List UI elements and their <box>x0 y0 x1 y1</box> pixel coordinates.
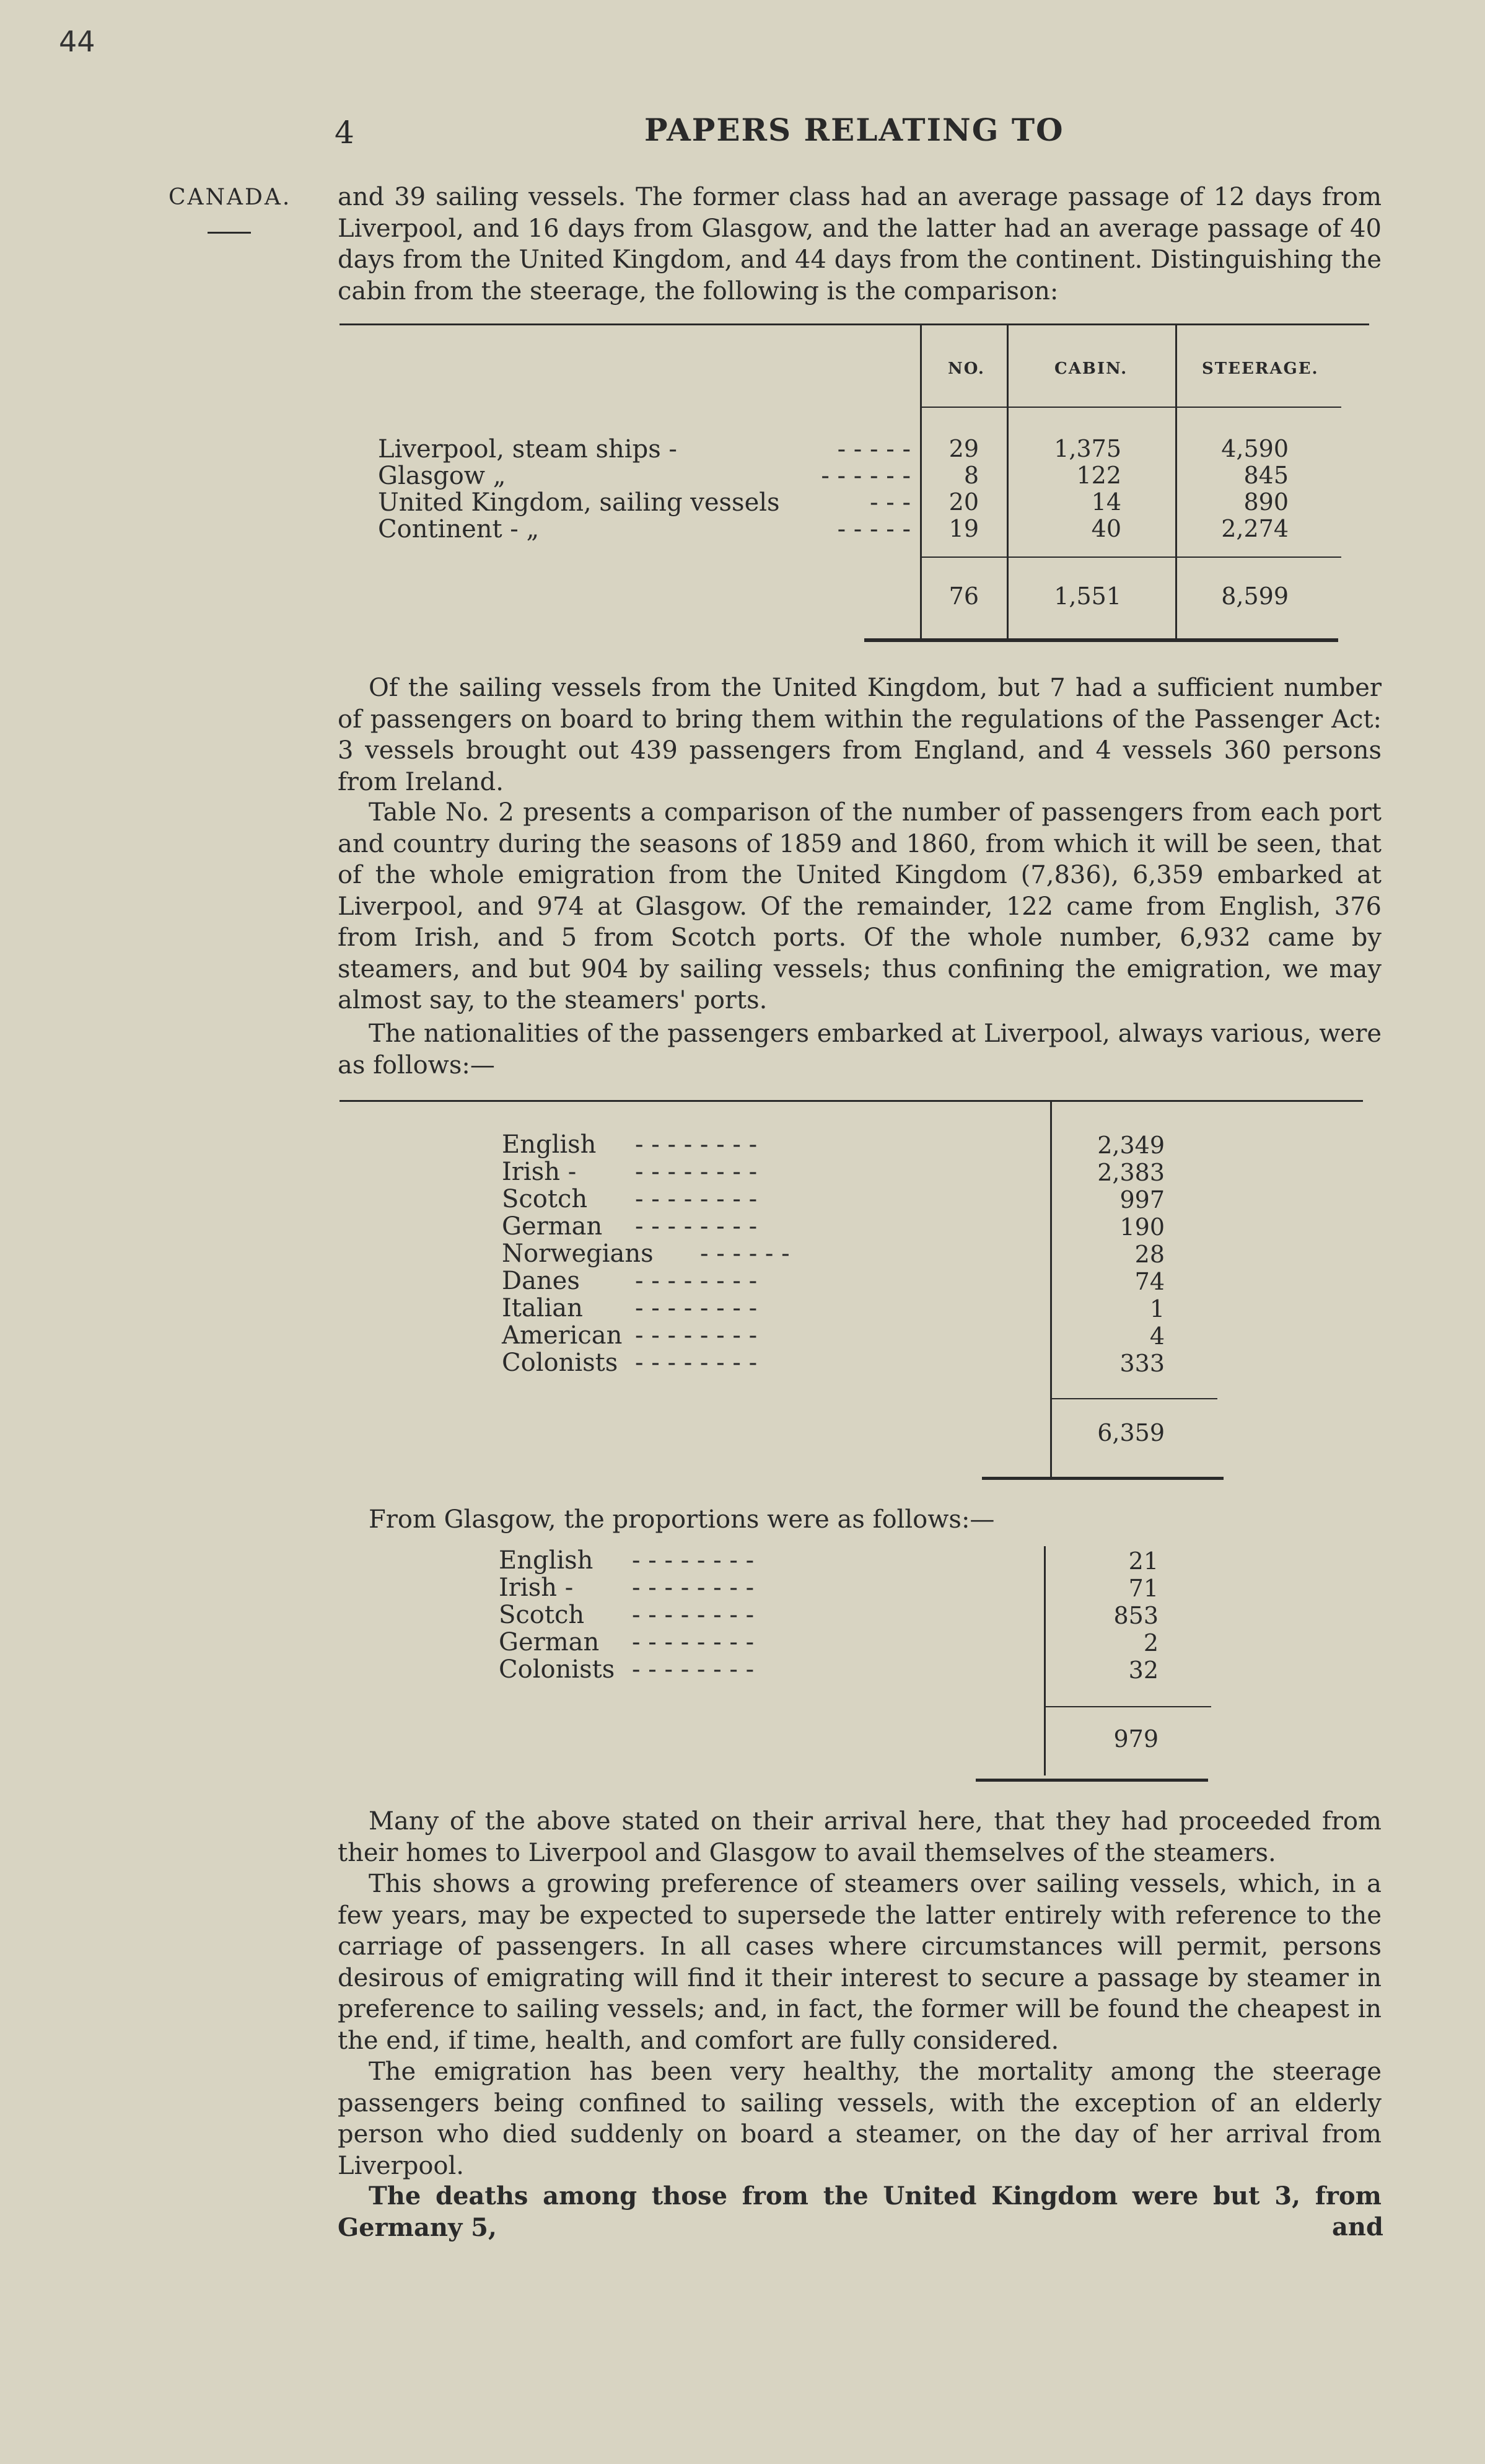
table-row <box>378 515 911 542</box>
table2-row-value: 997 <box>1119 1186 1165 1213</box>
side-label: CANADA. <box>169 185 292 210</box>
table1-header-cabin: CABIN. <box>1054 359 1128 378</box>
table2-row-value: 333 <box>1119 1350 1165 1377</box>
table2-row-leaders: - - - - - - - - <box>635 1349 758 1377</box>
table3-total-rule <box>1045 1706 1211 1707</box>
paragraph-9: The deaths among those from the United Kingdom were but 3, from Germany 5, <box>338 2181 1382 2242</box>
table2-total: 6,359 <box>1097 1419 1165 1446</box>
table1-row-label: United Kingdom, sailing vessels <box>378 488 780 517</box>
table2-row-leaders: - - - - - - <box>700 1239 790 1268</box>
table1-header-steerage: STEERAGE. <box>1202 359 1319 378</box>
table2-row-label: Irish - <box>502 1158 577 1186</box>
table1-header-rule <box>920 407 1341 408</box>
table2-row-value: 4 <box>1149 1322 1165 1350</box>
table1-row-no: 19 <box>948 515 979 542</box>
catchword: and <box>1332 2212 1383 2242</box>
table2-top-rule <box>339 1100 1363 1102</box>
table2-row-value: 74 <box>1134 1268 1165 1295</box>
table2-row-leaders: - - - - - - - - <box>635 1267 758 1295</box>
table1-row-steerage: 4,590 <box>1221 435 1289 462</box>
table2-row-value: 28 <box>1134 1241 1165 1268</box>
table2-row-value: 1 <box>1149 1295 1165 1322</box>
paragraph-7: This shows a growing preference of steamers over sailing vessels, which, in a few years, may be expected to supersede the latter entirely with reference to the carriage of passengers. In all cases where circumstances will permit, persons desirous of emigrating will find it their interest to secure a passage by steamer in preference to sailing vessels; and, in fact, the former will be found the cheapest in the end, if time, health, and comfort are fully considered. <box>338 1870 1382 2055</box>
table1-row-no: 8 <box>963 462 979 489</box>
table1-total-rule <box>920 557 1341 558</box>
table2-row-leaders: - - - - - - - - <box>635 1185 758 1213</box>
table3-row-label: Irish - <box>499 1573 574 1602</box>
table2-row-value: 2,383 <box>1097 1159 1165 1186</box>
table2-row-label: English <box>502 1130 597 1159</box>
table2-row-value: 2,349 <box>1097 1132 1165 1159</box>
table1-row-cabin: 122 <box>1076 462 1121 489</box>
table3-row-leaders: - - - - - - - - <box>632 1573 755 1602</box>
table3-row-label: Colonists <box>499 1655 615 1684</box>
table1-row-label: Glasgow „ <box>378 462 506 490</box>
paragraph-3: Table No. 2 presents a comparison of the number of passengers from each port and country during the seasons of 1859 and 1860, from which it will be seen, that of the whole emigration from the United Kingdom (7,836), 6,359 embarked at Liverpool, and 974 at Glasgow. Of the remainder, 122 came from English, 376 from Irish, and 5 from Scotch ports. Of the whole number, 6,932 came by steamers, and but 904 by sailing vessels; thus confining the emigration, we may almost say, to the steamers' ports. <box>338 798 1382 1014</box>
table1-vline-2 <box>1007 325 1009 638</box>
table1-vline-3 <box>1175 325 1177 638</box>
table-row <box>378 488 911 516</box>
table3-row-value: 2 <box>1143 1629 1159 1657</box>
table2-row-label: German <box>502 1212 603 1241</box>
table2-row-label: Italian <box>502 1294 583 1322</box>
scan-page-number: 44 <box>59 25 95 58</box>
table1-total-no: 76 <box>948 583 979 610</box>
table3-row-leaders: - - - - - - - - <box>632 1601 755 1629</box>
table1-total-cabin: 1,551 <box>1054 583 1121 610</box>
table1-total-steerage: 8,599 <box>1221 583 1289 610</box>
table1-row-cabin: 40 <box>1091 515 1121 542</box>
table1-vline-1 <box>920 325 922 638</box>
paragraph-8: The emigration has been very healthy, the mortality among the steerage passengers being confined to sailing vessels, with the exception of an elderly person who died suddenly on board a steamer, on the day of her arrival from Liverpool. <box>338 2057 1382 2180</box>
table3-row-value: 71 <box>1128 1575 1159 1602</box>
running-head: PAPERS RELATING TO <box>644 112 1064 148</box>
table2-row-value: 190 <box>1119 1213 1165 1241</box>
table1-row-leaders: - - - <box>870 488 911 517</box>
side-label-rule <box>208 232 251 234</box>
table1-row-no: 29 <box>948 435 979 462</box>
table2-row-label: Norwegians <box>502 1239 654 1268</box>
table3-row-label: English <box>499 1546 594 1575</box>
table1-row-cabin: 14 <box>1091 488 1121 516</box>
table2-total-rule <box>1051 1398 1217 1399</box>
table-row <box>378 435 911 462</box>
table2-row-label: Colonists <box>502 1349 618 1377</box>
table2-row-leaders: - - - - - - - - <box>635 1294 758 1322</box>
table2-row-leaders: - - - - - - - - <box>635 1212 758 1241</box>
table2-row-label: Scotch <box>502 1185 588 1213</box>
page-number: 4 <box>335 115 354 151</box>
table1-row-leaders: - - - - - - <box>821 462 911 490</box>
table1-row-leaders: - - - - - <box>837 435 911 464</box>
table1-row-steerage: 2,274 <box>1221 515 1289 542</box>
table2-row-label: American <box>502 1321 623 1350</box>
paragraph-5: From Glasgow, the proportions were as follows:— <box>369 1505 995 1534</box>
table3-row-label: Scotch <box>499 1601 585 1629</box>
table3-row-leaders: - - - - - - - - <box>632 1546 755 1575</box>
table1-header-no: NO. <box>948 359 985 378</box>
table2-row-leaders: - - - - - - - - <box>635 1130 758 1159</box>
paragraph-2: Of the sailing vessels from the United Kingdom, but 7 had a sufficient number of passengers on board to bring them within the regulations of the Passenger Act: 3 vessels brought out 439 passengers from England, and 4 vessels 360 persons from Ireland. <box>338 674 1382 796</box>
table3-row-value: 853 <box>1113 1602 1159 1629</box>
table1-bottom-rule <box>864 638 1338 642</box>
table2-vline <box>1050 1101 1052 1479</box>
table3-row-value: 32 <box>1128 1657 1159 1684</box>
table1-row-steerage: 890 <box>1243 488 1289 516</box>
table2-row-leaders: - - - - - - - - <box>635 1158 758 1186</box>
table2-row-leaders: - - - - - - - - <box>635 1321 758 1350</box>
table1-top-rule <box>339 323 1369 325</box>
paragraph-1: and 39 sailing vessels. The former class had an average passage of 12 days from Liverpool, and 16 days from Glasgow, and the latter had an average passage of 40 days from the United Kingdom, and 44 days from the continent. Distinguishing the cabin from the steerage, the following is the comparison: <box>338 183 1382 306</box>
table1-row-leaders: - - - - - <box>837 515 911 543</box>
table1-row-cabin: 1,375 <box>1054 435 1121 462</box>
table3-row-leaders: - - - - - - - - <box>632 1628 755 1657</box>
paragraph-6: Many of the above stated on their arrival here, that they had proceeded from their homes to Liverpool and Glasgow to avail themselves of the steamers. <box>338 1807 1382 1867</box>
table3-row-value: 21 <box>1128 1547 1159 1575</box>
table1-row-label: Liverpool, steam ships - <box>378 435 677 464</box>
table3-row-leaders: - - - - - - - - <box>632 1655 755 1684</box>
table1-row-label: Continent - „ <box>378 515 540 543</box>
table1-row-steerage: 845 <box>1243 462 1289 489</box>
table3-bottom-rule <box>976 1779 1208 1782</box>
table3-vline <box>1044 1546 1046 1775</box>
table-row <box>378 462 911 489</box>
table1-row-no: 20 <box>948 488 979 516</box>
table2-bottom-rule <box>982 1477 1224 1480</box>
table3-total: 979 <box>1113 1725 1159 1753</box>
table2-row-label: Danes <box>502 1267 580 1295</box>
table3-row-label: German <box>499 1628 600 1657</box>
paragraph-4: The nationalities of the passengers embarked at Liverpool, always various, were as follows:— <box>338 1019 1382 1080</box>
